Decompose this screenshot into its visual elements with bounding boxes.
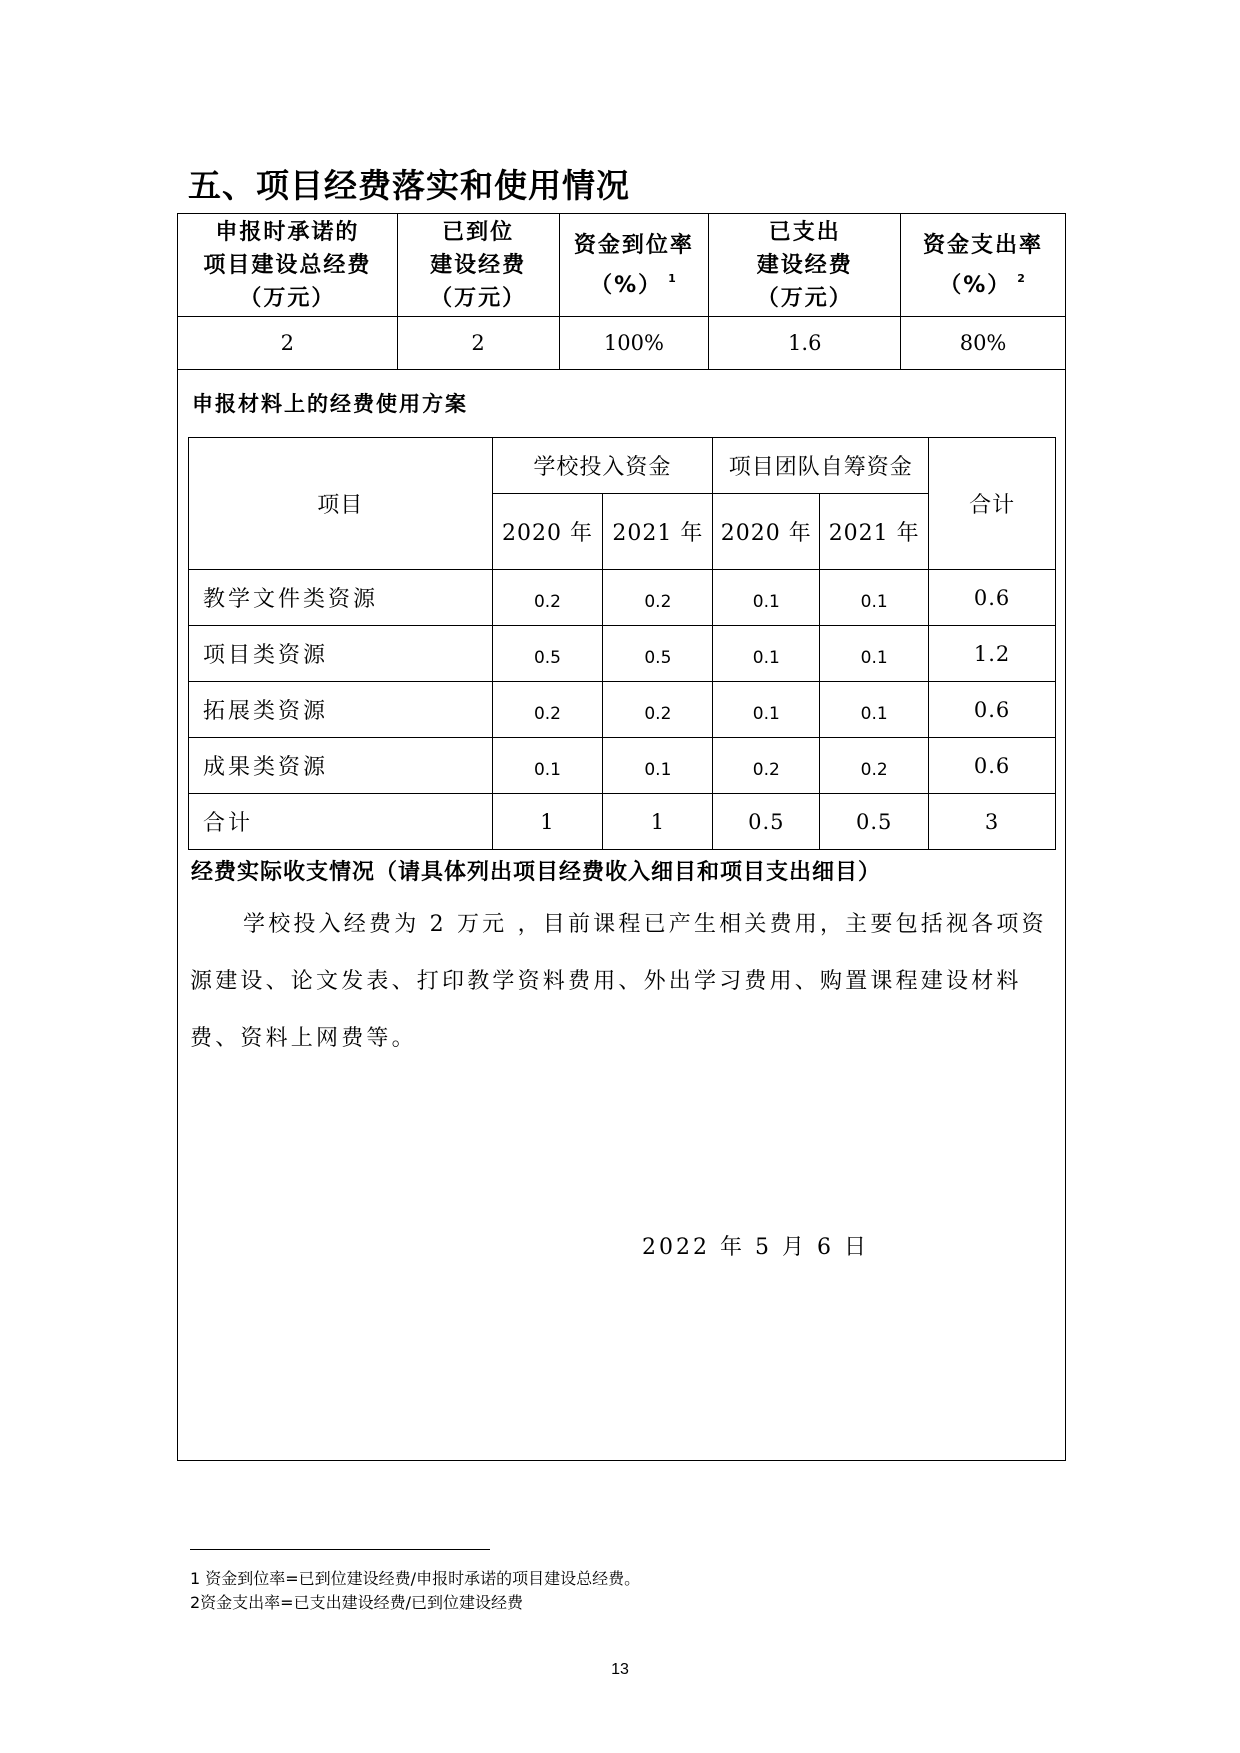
plan-year-school-2021: 2021 年 (603, 494, 713, 570)
row-cell: 0.1 (820, 682, 929, 738)
plan-header-row-1 (189, 438, 1056, 494)
table-row (189, 682, 1056, 738)
row-cell: 0.5 (603, 626, 713, 682)
plan-section-label: 申报材料上的经费使用方案 (178, 370, 1066, 437)
funds-value-row (178, 317, 1066, 370)
value-spent-funds: 1.6 (709, 317, 901, 370)
sum-cell: 1 (603, 794, 713, 850)
plan-group-school: 学校投入资金 (492, 438, 713, 494)
row-item: 成果类资源 (189, 738, 493, 794)
sum-cell: 0.5 (713, 794, 820, 850)
plan-col-total: 合计 (929, 438, 1056, 570)
row-cell: 0.2 (492, 570, 603, 626)
value-arrival-rate: 100% (559, 317, 709, 370)
plan-year-school-2020: 2020 年 (492, 494, 603, 570)
header-spent-funds: 已支出 建设经费 （万元） (709, 214, 901, 317)
row-item: 拓展类资源 (189, 682, 493, 738)
header-arrival-rate: 资金到位率 （%） $^1$ (559, 214, 709, 317)
row-cell: 0.1 (713, 682, 820, 738)
sum-total: 3 (929, 794, 1056, 850)
funds-header-row (178, 214, 1066, 317)
footnote-1: 1 资金到位率=已到位建设经费/申报时承诺的项目建设总经费。 (190, 1569, 641, 1588)
section-title: 五、项目经费落实和使用情况 (188, 166, 630, 205)
row-cell: 0.2 (492, 682, 603, 738)
row-cell: 0.2 (820, 738, 929, 794)
row-cell: 0.2 (603, 570, 713, 626)
table-row (189, 738, 1056, 794)
row-total: 1.2 (929, 626, 1056, 682)
plan-col-item: 项目 (189, 438, 493, 570)
footnote-2: 2资金支出率=已支出建设经费/已到位建设经费 (190, 1593, 523, 1612)
value-spend-rate: 80% (901, 317, 1066, 370)
row-cell: 0.1 (820, 626, 929, 682)
header-committed-total: 申报时承诺的 项目建设总经费 （万元） (178, 214, 398, 317)
budget-plan-table (188, 437, 1056, 850)
page-number: 13 (611, 1661, 629, 1678)
plan-year-team-2021: 2021 年 (820, 494, 929, 570)
footnote-divider (190, 1549, 490, 1550)
row-cell: 0.1 (713, 570, 820, 626)
sum-row (189, 794, 1056, 850)
sum-row-label: 合计 (189, 794, 493, 850)
plan-group-team: 项目团队自筹资金 (713, 438, 929, 494)
plan-year-team-2020: 2020 年 (713, 494, 820, 570)
sum-cell: 1 (492, 794, 603, 850)
row-total: 0.6 (929, 738, 1056, 794)
sum-cell: 0.5 (820, 794, 929, 850)
header-spend-rate: 资金支出率 （%） $^2$ (901, 214, 1066, 317)
row-total: 0.6 (929, 682, 1056, 738)
row-item: 教学文件类资源 (189, 570, 493, 626)
header-arrived-funds: 已到位 建设经费 （万元） (397, 214, 559, 317)
actual-section-label: 经费实际收支情况（请具体列出项目经费收入细目和项目支出细目） (191, 860, 882, 885)
row-cell: 0.1 (820, 570, 929, 626)
funds-summary-table (177, 213, 1066, 436)
row-cell: 0.1 (713, 626, 820, 682)
row-cell: 0.2 (713, 738, 820, 794)
report-date: 2022 年 5 月 6 日 (642, 1235, 869, 1260)
value-arrived-funds: 2 (397, 317, 559, 370)
table-row (189, 626, 1056, 682)
actual-description: 学校投入经费为 2 万元 ，目前课程已产生相关费用，主要包括视各项资源建设、论文发表、打印教学资料费用、外出学习费用、购置课程建设材料费、资料上网费等。 (190, 912, 1047, 1051)
row-cell: 0.2 (603, 682, 713, 738)
row-cell: 0.1 (492, 738, 603, 794)
value-committed-total: 2 (178, 317, 398, 370)
plan-label-row (178, 370, 1066, 437)
row-cell: 0.5 (492, 626, 603, 682)
row-cell: 0.1 (603, 738, 713, 794)
table-row (189, 570, 1056, 626)
row-item: 项目类资源 (189, 626, 493, 682)
row-total: 0.6 (929, 570, 1056, 626)
